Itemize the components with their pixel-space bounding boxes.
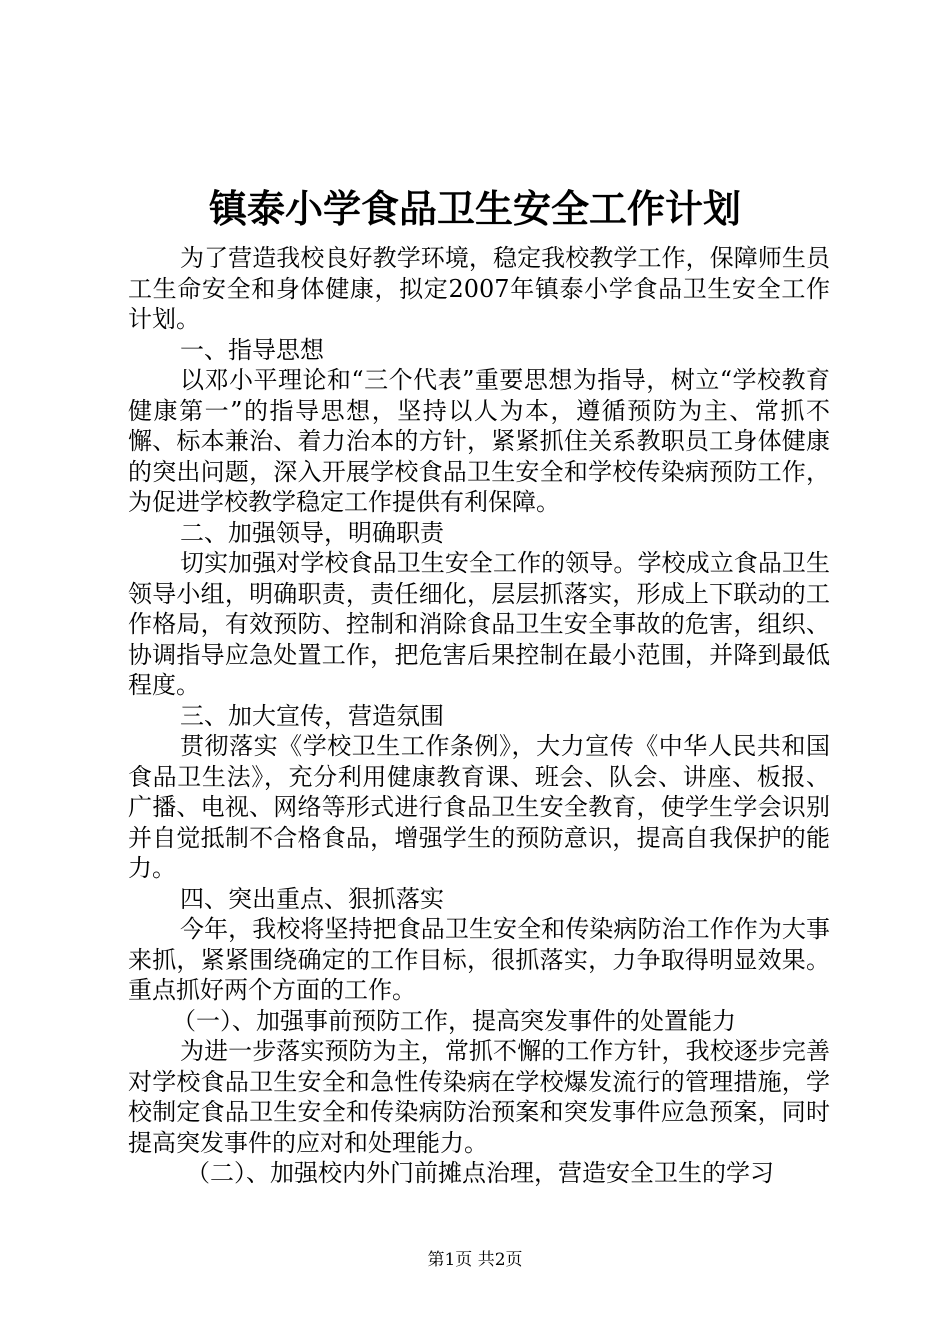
section-heading: 一、指导思想 — [180, 335, 324, 364]
body-paragraph: 贯彻落实《学校卫生工作条例》，大力宣传《中华人民共和国食品卫生法》，充分利用健康教育课、班会、队会、讲座、板报、广播、电视、网络等形式进行食品卫生安全教育，使学生学会识别并自觉抵制不合格食品，增强学生的预防意识，提高自我保护的能力。 — [128, 732, 830, 882]
section-heading: 四、突出重点、狠抓落实 — [180, 884, 444, 913]
body-paragraph: 以邓小平理论和“三个代表”重要思想为指导，树立“学校教育健康第一”的指导思想，坚持以人为本，遵循预防为主、常抓不懈、标本兼治、着力治本的方针，紧紧抓住关系教职员工身体健康的突出问题，深入开展学校食品卫生安全和学校传染病预防工作，为促进学校教学稳定工作提供有利保障。 — [128, 366, 830, 516]
intro-paragraph: 为了营造我校良好教学环境，稳定我校教学工作，保障师生员工生命安全和身体健康，拟定2007年镇泰小学食品卫生安全工作计划。 — [128, 244, 830, 333]
body-paragraph: 切实加强对学校食品卫生安全工作的领导。学校成立食品卫生领导小组，明确职责，责任细化，层层抓落实，形成上下联动的工作格局，有效预防、控制和消除食品卫生安全事故的危害，组织、协调指导应急处置工作，把危害后果控制在最小范围，并降到最低程度。 — [128, 549, 830, 699]
document-title: 镇泰小学食品卫生安全工作计划 — [208, 186, 741, 231]
document-body — [128, 243, 830, 1189]
subsection-heading: （一）、加强事前预防工作，提高突发事件的处置能力 — [172, 1006, 736, 1035]
page-number: 第1页 共2页 — [427, 1250, 523, 1270]
section-heading: 三、加大宣传，营造氛围 — [180, 701, 444, 730]
body-paragraph: 为进一步落实预防为主，常抓不懈的工作方针，我校逐步完善对学校食品卫生安全和急性传染病在学校爆发流行的管理措施，学校制定食品卫生安全和传染病防治预案和突发事件应急预案，同时提高突发事件的应对和处理能力。 — [128, 1037, 830, 1157]
subsection-heading: （二）、加强校内外门前摊点治理，营造安全卫生的学习 — [186, 1159, 774, 1187]
body-paragraph: 今年，我校将坚持把食品卫生安全和传染病防治工作作为大事来抓，紧紧围绕确定的工作目标，很抓落实，力争取得明显效果。重点抓好两个方面的工作。 — [128, 915, 830, 1004]
section-heading: 二、加强领导，明确职责 — [180, 518, 444, 547]
